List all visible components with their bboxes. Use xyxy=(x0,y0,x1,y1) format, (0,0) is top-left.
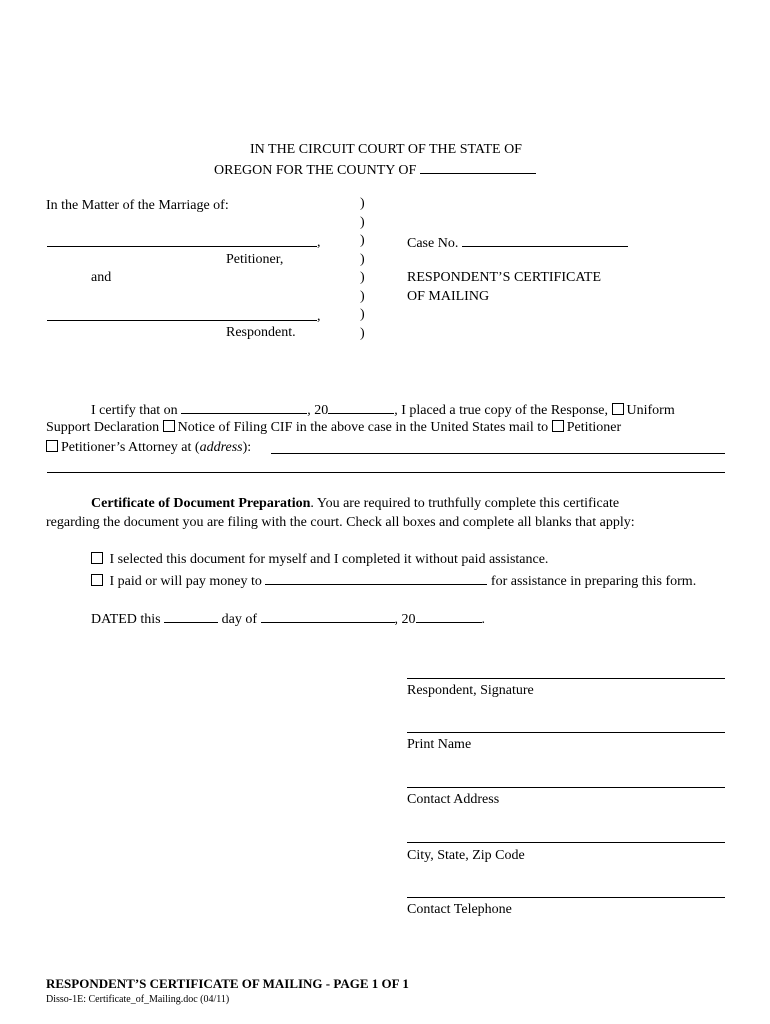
footer-title: RESPONDENT’S CERTIFICATE OF MAILING - PAGE 1 OF 1 xyxy=(46,976,409,991)
certify-line3 xyxy=(46,440,251,456)
certify-text: Petitioner’s Attorney at ( xyxy=(61,440,200,455)
caption-paren: ) xyxy=(360,215,365,230)
certify-text: , 20 xyxy=(307,403,329,418)
dated-month-blank[interactable] xyxy=(261,609,395,623)
option1-text: I selected this document for myself and I completed it without paid assistance. xyxy=(109,552,549,567)
respondent-comma: , xyxy=(317,309,321,324)
dated-text: DATED this xyxy=(91,612,161,627)
signature-line[interactable] xyxy=(407,678,725,679)
caption-paren: ) xyxy=(360,196,365,211)
caption-paren: ) xyxy=(360,307,365,322)
certify-text: Notice of Filing CIF in the above case in the United States mail to xyxy=(177,420,549,435)
caption-paren: ) xyxy=(360,233,365,248)
option2-row xyxy=(91,571,696,590)
mailing-year-blank[interactable] xyxy=(328,400,394,414)
petitioner-checkbox[interactable] xyxy=(552,420,564,432)
city-state-zip-line[interactable] xyxy=(407,842,725,843)
option1-row xyxy=(91,552,548,568)
certify-text: address xyxy=(199,440,243,455)
court-heading-line2-text: OREGON FOR THE COUNTY OF xyxy=(214,163,417,178)
mailing-date-blank[interactable] xyxy=(181,400,307,414)
print-name-label: Print Name xyxy=(407,737,472,752)
court-heading-line2 xyxy=(214,160,536,179)
doc-title-line1: RESPONDENT’S CERTIFICATE xyxy=(407,270,602,285)
contact-address-line[interactable] xyxy=(407,787,725,788)
petitioner-attorney-checkbox[interactable] xyxy=(46,440,58,452)
preparation-line2: regarding the document you are filing with the court. Check all boxes and complete all blanks that apply: xyxy=(46,515,635,530)
petitioner-label: Petitioner, xyxy=(226,252,284,267)
contact-telephone-label: Contact Telephone xyxy=(407,902,512,917)
certify-line1 xyxy=(91,400,675,419)
contact-telephone-line[interactable] xyxy=(407,897,725,898)
and-label: and xyxy=(91,270,112,285)
certify-text: Uniform xyxy=(626,403,675,418)
print-name-line[interactable] xyxy=(407,732,725,733)
address-blank-2[interactable] xyxy=(47,472,725,473)
preparation-line1 xyxy=(91,496,619,512)
uniform-support-checkbox[interactable] xyxy=(612,403,624,415)
case-number-label: Case No. xyxy=(407,236,459,251)
self-prepared-checkbox[interactable] xyxy=(91,552,103,564)
case-number-row xyxy=(407,233,628,252)
matter-label: In the Matter of the Marriage of: xyxy=(46,198,229,213)
certify-text: Support Declaration xyxy=(46,420,160,435)
city-state-zip-label: City, State, Zip Code xyxy=(407,848,525,863)
petitioner-name-blank[interactable] xyxy=(47,246,317,247)
dated-text: day of xyxy=(221,612,258,627)
certify-text: I certify that on xyxy=(91,403,178,418)
option2-text: I paid or will pay money to xyxy=(109,574,262,589)
contact-address-label: Contact Address xyxy=(407,792,500,807)
dated-day-blank[interactable] xyxy=(164,609,218,623)
respondent-signature-label: Respondent, Signature xyxy=(407,683,534,698)
footer-form-id: Disso-1E: Certificate_of_Mailing.doc (04/11) xyxy=(46,994,230,1005)
certify-text: ): xyxy=(242,440,252,455)
dated-row xyxy=(91,609,485,628)
paid-assistance-checkbox[interactable] xyxy=(91,574,103,586)
respondent-label: Respondent. xyxy=(226,325,296,340)
option2-text: for assistance in preparing this form. xyxy=(490,574,697,589)
caption-paren: ) xyxy=(360,270,365,285)
case-number-blank[interactable] xyxy=(462,233,628,247)
preparation-text: . You are required to truthfully complete this certificate xyxy=(310,496,620,511)
certify-text: Petitioner xyxy=(566,420,622,435)
preparer-name-blank[interactable] xyxy=(265,571,487,585)
court-heading-line1: IN THE CIRCUIT COURT OF THE STATE OF xyxy=(250,142,522,157)
doc-title-line2: OF MAILING xyxy=(407,289,490,304)
certify-line2 xyxy=(46,420,621,436)
dated-text: , 20 xyxy=(394,612,416,627)
caption-paren: ) xyxy=(360,326,365,341)
preparation-heading: Certificate of Document Preparation xyxy=(91,496,311,511)
petitioner-comma: , xyxy=(317,235,321,250)
respondent-name-blank[interactable] xyxy=(47,320,317,321)
dated-text: . xyxy=(481,612,486,627)
caption-paren: ) xyxy=(360,252,365,267)
dated-year-blank[interactable] xyxy=(416,609,482,623)
address-blank-1[interactable] xyxy=(271,453,725,454)
county-blank[interactable] xyxy=(420,160,536,174)
notice-of-filing-checkbox[interactable] xyxy=(163,420,175,432)
certify-text: , I placed a true copy of the Response, xyxy=(394,403,609,418)
caption-paren: ) xyxy=(360,289,365,304)
